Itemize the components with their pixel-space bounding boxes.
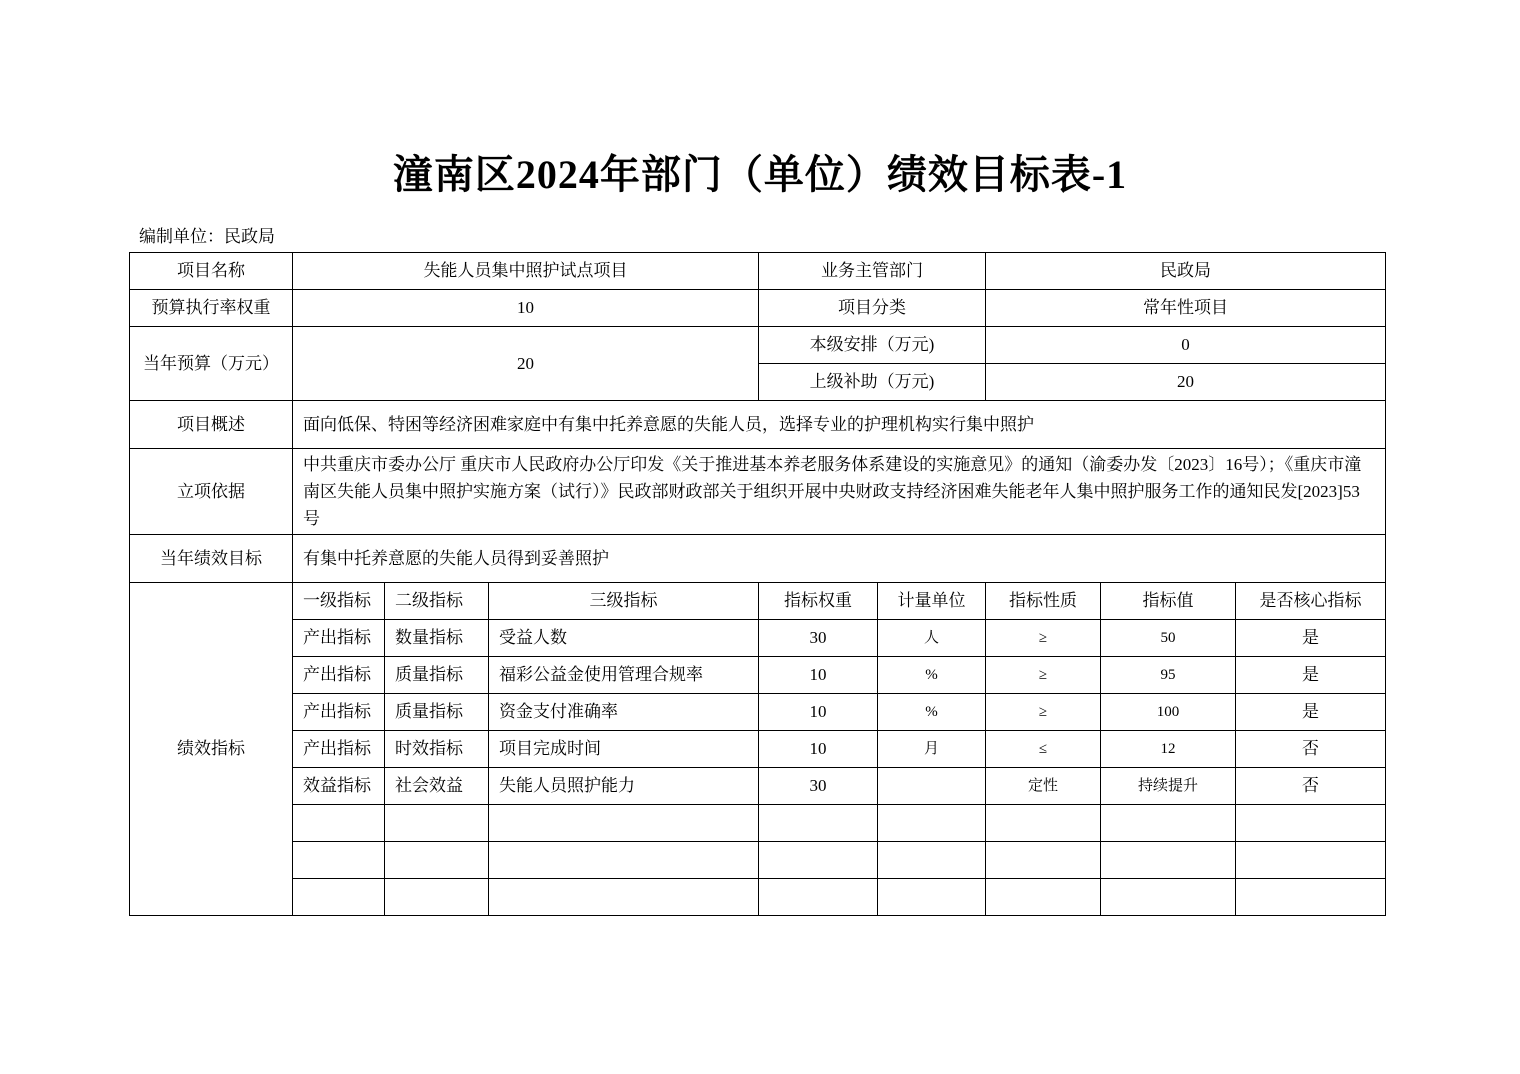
- indicator-level2: 时效指标: [385, 731, 489, 768]
- budget-label: 当年预算（万元）: [130, 327, 293, 401]
- dept-value: 民政局: [986, 253, 1386, 290]
- empty-cell: [489, 842, 759, 879]
- header-nature: 指标性质: [986, 583, 1101, 620]
- indicator-level3: 资金支付准确率: [489, 694, 759, 731]
- empty-cell: [1101, 842, 1236, 879]
- header-level3: 三级指标: [489, 583, 759, 620]
- page-title: 潼南区2024年部门（单位）绩效目标表-1: [392, 152, 1128, 197]
- weight-value: 10: [293, 290, 759, 327]
- indicator-level1: 产出指标: [293, 731, 385, 768]
- empty-cell: [293, 879, 385, 916]
- indicator-weight: 30: [759, 620, 878, 657]
- indicator-level1: 效益指标: [293, 768, 385, 805]
- table-row: [130, 401, 1386, 449]
- indicator-weight: 10: [759, 657, 878, 694]
- goal-label: 当年绩效目标: [130, 535, 293, 583]
- dept-label: 业务主管部门: [759, 253, 986, 290]
- indicator-unit: %: [878, 694, 986, 731]
- empty-cell: [1236, 842, 1386, 879]
- empty-cell: [293, 842, 385, 879]
- indicator-value: 95: [1101, 657, 1236, 694]
- table-row: [130, 535, 1386, 583]
- indicator-weight: 10: [759, 694, 878, 731]
- empty-cell: [878, 842, 986, 879]
- project-name-label: 项目名称: [130, 253, 293, 290]
- indicator-level3: 项目完成时间: [489, 731, 759, 768]
- indicator-weight: 30: [759, 768, 878, 805]
- local-label: 本级安排（万元): [759, 327, 986, 364]
- indicator-nature: ≥: [986, 657, 1101, 694]
- empty-cell: [489, 805, 759, 842]
- indicator-level3: 失能人员照护能力: [489, 768, 759, 805]
- indicator-level1: 产出指标: [293, 620, 385, 657]
- indicator-level2: 社会效益: [385, 768, 489, 805]
- indicator-core: 否: [1236, 731, 1386, 768]
- empty-cell: [1101, 805, 1236, 842]
- indicator-unit: [878, 768, 986, 805]
- header-weight: 指标权重: [759, 583, 878, 620]
- empty-cell: [759, 842, 878, 879]
- indicator-section-label: 绩效指标: [130, 583, 293, 916]
- empty-cell: [385, 805, 489, 842]
- indicator-core: 是: [1236, 694, 1386, 731]
- weight-label: 预算执行率权重: [130, 290, 293, 327]
- indicator-core: 是: [1236, 657, 1386, 694]
- empty-cell: [1236, 805, 1386, 842]
- indicator-core: 是: [1236, 620, 1386, 657]
- indicator-unit: %: [878, 657, 986, 694]
- empty-cell: [385, 879, 489, 916]
- indicator-value: 持续提升: [1101, 768, 1236, 805]
- overview-value: 面向低保、特困等经济困难家庭中有集中托养意愿的失能人员，选择专业的护理机构实行集中照护: [293, 401, 1386, 449]
- indicator-value: 50: [1101, 620, 1236, 657]
- table-row: [130, 253, 1386, 290]
- empty-row: [130, 842, 1386, 879]
- empty-cell: [759, 879, 878, 916]
- indicator-level1: 产出指标: [293, 694, 385, 731]
- indicator-nature: ≥: [986, 620, 1101, 657]
- table-row: [130, 327, 1386, 364]
- empty-cell: [986, 842, 1101, 879]
- indicator-nature: ≤: [986, 731, 1101, 768]
- performance-table: [129, 252, 1386, 916]
- empty-cell: [986, 805, 1101, 842]
- indicator-nature: ≥: [986, 694, 1101, 731]
- overview-label: 项目概述: [130, 401, 293, 449]
- upper-value: 20: [986, 364, 1386, 401]
- empty-row: [130, 805, 1386, 842]
- header-level2: 二级指标: [385, 583, 489, 620]
- indicator-nature: 定性: [986, 768, 1101, 805]
- project-name-value: 失能人员集中照护试点项目: [293, 253, 759, 290]
- indicator-level3: 受益人数: [489, 620, 759, 657]
- empty-cell: [878, 805, 986, 842]
- budget-value: 20: [293, 327, 759, 401]
- category-label: 项目分类: [759, 290, 986, 327]
- indicator-value: 100: [1101, 694, 1236, 731]
- indicator-header-row: [130, 583, 1386, 620]
- local-value: 0: [986, 327, 1386, 364]
- indicator-unit: 月: [878, 731, 986, 768]
- indicator-value: 12: [1101, 731, 1236, 768]
- indicator-level2: 数量指标: [385, 620, 489, 657]
- indicator-level1: 产出指标: [293, 657, 385, 694]
- table-row: [130, 290, 1386, 327]
- empty-cell: [1101, 879, 1236, 916]
- upper-label: 上级补助（万元): [759, 364, 986, 401]
- indicator-core: 否: [1236, 768, 1386, 805]
- indicator-row: [130, 768, 1386, 805]
- header-level1: 一级指标: [293, 583, 385, 620]
- indicator-level3: 福彩公益金使用管理合规率: [489, 657, 759, 694]
- empty-cell: [489, 879, 759, 916]
- empty-cell: [878, 879, 986, 916]
- empty-row: [130, 879, 1386, 916]
- empty-cell: [1236, 879, 1386, 916]
- goal-value: 有集中托养意愿的失能人员得到妥善照护: [293, 535, 1386, 583]
- header-value: 指标值: [1101, 583, 1236, 620]
- empty-cell: [986, 879, 1101, 916]
- indicator-weight: 10: [759, 731, 878, 768]
- table-row: [130, 449, 1386, 535]
- empty-cell: [293, 805, 385, 842]
- header-unit: 计量单位: [878, 583, 986, 620]
- category-value: 常年性项目: [986, 290, 1386, 327]
- empty-cell: [759, 805, 878, 842]
- empty-cell: [385, 842, 489, 879]
- indicator-unit: 人: [878, 620, 986, 657]
- indicator-level2: 质量指标: [385, 694, 489, 731]
- header-core: 是否核心指标: [1236, 583, 1386, 620]
- indicator-row: [130, 694, 1386, 731]
- indicator-row: [130, 620, 1386, 657]
- indicator-row: [130, 731, 1386, 768]
- indicator-row: [130, 657, 1386, 694]
- indicator-level2: 质量指标: [385, 657, 489, 694]
- basis-value: 中共重庆市委办公厅 重庆市人民政府办公厅印发《关于推进基本养老服务体系建设的实施意见》的通知（渝委办发〔2023〕16号）；《重庆市潼南区失能人员集中照护实施方案（试行）》民政部财政部关于组织开展中央财政支持经济困难失能老年人集中照护服务工作的通知民发[2023]53号: [293, 449, 1386, 535]
- compiling-unit: 编制单位：民政局: [139, 227, 275, 246]
- basis-label: 立项依据: [130, 449, 293, 535]
